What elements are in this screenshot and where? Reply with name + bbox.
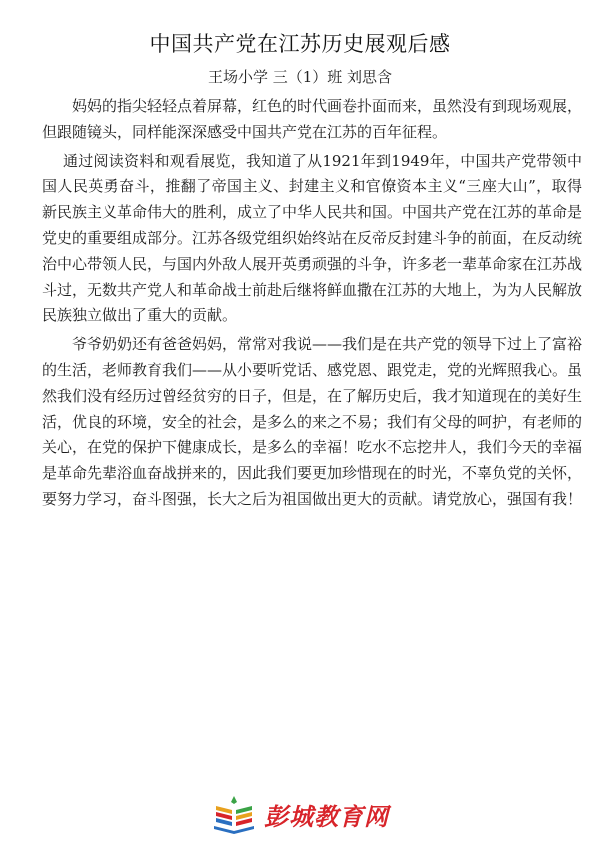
site-logo	[212, 794, 402, 834]
article-title: 中国共产党在江苏历史展观后感	[149, 32, 451, 56]
paragraph-1: 妈妈的指尖轻轻点着屏幕，红色的时代画卷扑面而来，虽然没有到现场观展，但跟随镜头，同样能深深感受中国共产党在江苏的百年征程。	[42, 97, 583, 141]
open-book-logo-icon	[212, 794, 256, 834]
article-body	[42, 94, 582, 516]
brand-name: 彭城教育网	[264, 802, 389, 831]
paragraph-3: 爷爷奶奶还有爸爸妈妈，常常对我说——我们是在共产党的领导下过上了富裕的生活，老师教育我们——从小要听党话、感党恩、跟党走，党的光辉照我心。虽然我们没有经历过曾经贫穷的日子，但是，在了解历史后，我才知道现在的美好生活，优良的环境，安全的社会，是多么的来之不易；我们有父母的呵护，有老师的关心，在党的保护下健康成长，是多么的幸福！吃水不忘挖井人，我们今天的幸福是革命先辈浴血奋战拼来的，因此我们要更加珍惜现在的时光，不辜负党的关怀，要努力学习，奋斗图强，长大之后为祖国做出更大的贡献。请党放心，强国有我！	[42, 335, 583, 508]
article-byline: 王场小学 三（1）班 刘思含	[207, 68, 393, 86]
paragraph-2: 通过阅读资料和观看展览，我知道了从1921年到1949年，中国共产党带领中国人民英勇奋斗，推翻了帝国主义、封建主义和官僚资本主义“三座大山”，取得新民族主义革命伟大的胜利，成立了中华人民共和国。中国共产党在江苏的革命是党史的重要组成部分。江苏各级党组织始终站在反帝反封建斗争的前面，在反动统治中心带领人民，与国内外敌人展开英勇顽强的斗争，许多老一辈革命家在江苏战斗过，无数共产党人和革命战士前赴后继将鲜血撒在江苏的大地上，为为人民解放民族独立做出了重大的贡献。	[42, 151, 583, 325]
